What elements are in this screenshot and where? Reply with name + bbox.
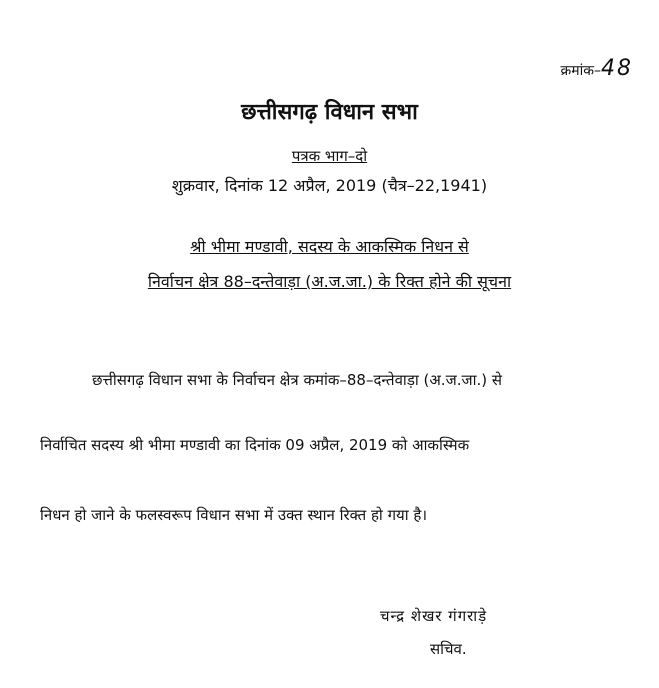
bulletin-part [0, 146, 659, 166]
date-line: शुक्रवार, दिनांक 12 अप्रैल, 2019 (चैत्र–22,1941) [171, 176, 488, 195]
body-line-1: छत्तीसगढ़ विधान सभा के निर्वाचन क्षेत्र कमांक–88–दन्तेवाड़ा (अ.ज.जा.) से [92, 371, 503, 389]
subject-line-2 [0, 270, 659, 292]
body-line-3: निधन हो जाने के फलस्वरूप विधान सभा में उक्त स्थान रिक्त हो गया है। [40, 506, 428, 524]
subject-line-1-text: श्री भीमा मण्डावी, सदस्य के आकस्मिक निधन से [190, 237, 469, 256]
reference-label: क्रमांक– [560, 63, 601, 79]
subject-line-2-text: निर्वाचन क्षेत्र 88–दन्तेवाड़ा (अ.ज.जा.) के रिक्त होने की सूचना [147, 272, 512, 291]
signatory-designation: सचिव. [430, 640, 467, 658]
bulletin-part-text: पत्रक भाग–दो [291, 147, 368, 165]
signatory-name: चन्द्र शेखर गंगराड़े [380, 607, 488, 625]
reference-number [560, 56, 633, 81]
reference-handwritten-number: 48 [601, 56, 633, 81]
body-line-2: निर्वाचित सदस्य श्री भीमा मण्डावी का दिनांक 09 अप्रैल, 2019 को आकस्मिक [40, 436, 470, 454]
subject-line-1 [0, 235, 659, 257]
document-title: छत्तीसगढ़ विधान सभा [241, 100, 418, 125]
